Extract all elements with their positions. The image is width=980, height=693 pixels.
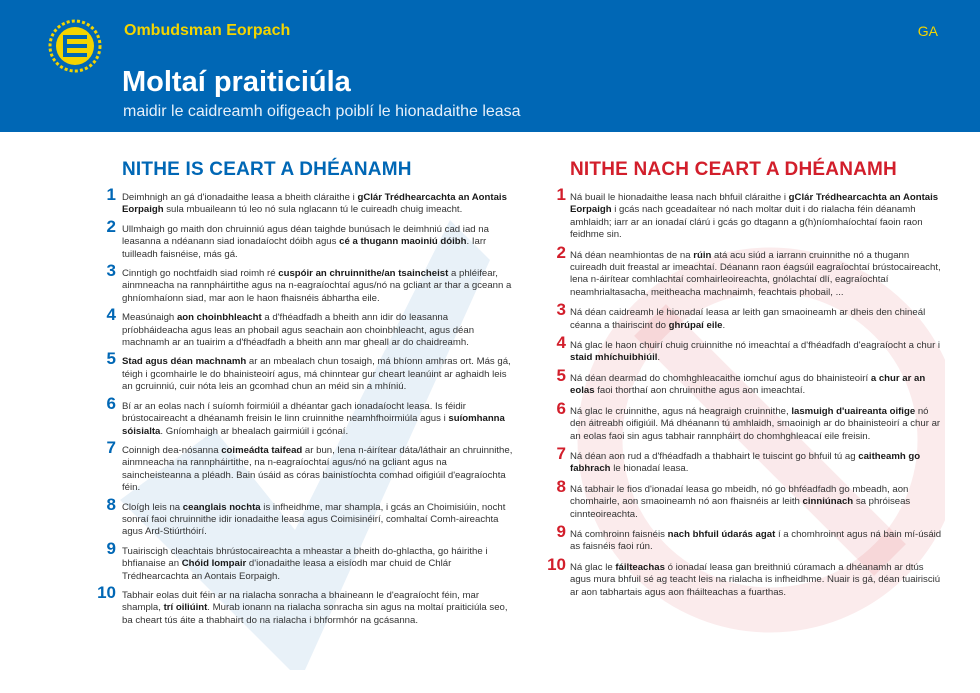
item-text-part: Ná glac le bbox=[570, 561, 616, 573]
item-text-part: Ná comhroinn faisnéis bbox=[570, 528, 668, 540]
dont-item-number: 5 bbox=[556, 365, 566, 385]
do-item-number: 5 bbox=[106, 349, 116, 369]
item-text-part: Cloígh leis na bbox=[122, 501, 183, 513]
do-item-text bbox=[122, 502, 505, 538]
dont-item-text bbox=[570, 562, 940, 598]
dont-item-text bbox=[570, 340, 940, 363]
dont-item-text bbox=[570, 529, 941, 552]
item-text-part: Ullmhaigh go maith don chruinniú agus déan taighde bunúsach le deimhniú cad iad na leasanna a ndéanann siad ionadaíocht dóibh agus bbox=[122, 223, 489, 248]
do-item-number: 7 bbox=[106, 437, 116, 457]
item-text-emphasis: cinniúnach bbox=[802, 496, 854, 508]
dont-item-number: 10 bbox=[547, 554, 566, 574]
do-item-number: 10 bbox=[97, 582, 116, 602]
dont-item-number: 7 bbox=[556, 443, 566, 463]
item-text-part: Ná glac le cruinnithe, agus ná heagraigh cruinnithe, bbox=[570, 405, 792, 417]
item-text-part: Ná glac le haon chuirí chuig cruinnithe nó imeachtaí a d'fhéadfadh d'eagraíocht a chur i bbox=[570, 340, 941, 352]
dont-item bbox=[540, 398, 945, 443]
dont-item bbox=[540, 554, 945, 599]
dont-item bbox=[540, 443, 945, 476]
page-title: Moltaí praiticiúla bbox=[122, 66, 351, 98]
do-item-number: 6 bbox=[106, 393, 116, 413]
item-text-emphasis: staid mhíchuibhiúil bbox=[570, 352, 658, 364]
item-text-part: Ná déan neamhiontas de na bbox=[570, 249, 694, 261]
do-item-number: 3 bbox=[106, 261, 116, 281]
do-item-number: 1 bbox=[106, 185, 116, 204]
do-item bbox=[90, 185, 515, 217]
item-text-emphasis: fáilteachas bbox=[615, 561, 665, 573]
do-heading: NITHE IS CEART A DHÉANAMH bbox=[122, 159, 412, 180]
item-text-part: Ná tabhair le fios d'ionadaí leasa go mbeidh, nó go bhféadfadh go mbeadh, aon chomhairle, aon smaoineamh nó aon fhaisnéis ar leith bbox=[570, 483, 909, 508]
dont-item-number: 2 bbox=[556, 242, 566, 262]
dont-item-number: 3 bbox=[556, 300, 566, 320]
dont-item-number: 6 bbox=[556, 398, 566, 418]
item-text-emphasis: ghrúpaí eile bbox=[668, 319, 723, 331]
dont-item-text bbox=[570, 451, 920, 474]
item-text-emphasis: trí oiliúint bbox=[163, 602, 208, 614]
item-text-emphasis: cé a thugann maoiniú dóibh bbox=[339, 236, 467, 248]
item-text-part: Ná déan aon rud a d'fhéadfadh a thabhairt le tuiscint go bhfuil tú ag bbox=[570, 450, 859, 462]
item-text-emphasis: nach bhfuil údarás agat bbox=[667, 528, 776, 540]
item-text-part: faoi thorthaí aon chruinnithe agus aon imeachtaí. bbox=[594, 385, 806, 397]
item-text-part: ar an mbealach chun tosaigh, má bhíonn amhras ort. Más gá, téigh i gcomhairle le do bhainisteoirí agus, má chinntear gur cheart leanúint ar aghaidh leis an gcruinniú, cuir nóta leis an gcomhad chun an méid sin a mhíniú. bbox=[122, 356, 511, 393]
item-text-part: sa phróiseas cinnteoireachta. bbox=[570, 496, 911, 520]
item-text-emphasis: gClár Trédhearcachta an Aontais Eorpaigh bbox=[570, 192, 939, 216]
item-text-part: ó ionadaí leasa gan breithniú cúramach a dhéanamh ar dtús agus mura bhfuil sé ag teacht leis na rialacha is infheidhme. Nuair is gá, déan tuairisciú ar aon tabhartais agus aon fháilteachas a fuarthas. bbox=[570, 561, 941, 598]
item-text-emphasis: ceanglais nochta bbox=[182, 501, 261, 513]
item-text-emphasis: rúin bbox=[693, 249, 712, 261]
item-text-part: . Gníomhaigh ar bhealach gairmiúil i gcónaí. bbox=[160, 425, 349, 437]
do-list bbox=[90, 185, 515, 627]
item-text-part: Bí ar an eolas nach í suíomh foirmiúil a dhéantar gach ionadaíocht leasa. Is féidir brústocaireacht a dhéanamh freisin le linn cruinnithe neamhfhoirmiúla agus i bbox=[122, 400, 466, 425]
item-text-part: sula mbuaileann tú leo nó sula nglacann tú le cuireadh chuig imeacht. bbox=[163, 204, 463, 216]
item-text-part: atá acu siúd a iarrann cruinnithe nó a thugann cuireadh duit freastal ar imeachtaí. Déanann raon éagsúil eagraíochtaí brústocaireacht, lena n-áirítear comhlachtaí comhairleoireachta, gnólachtaí dlí, eagraíochtaí neamhrialtasacha, meitheacha machnaimh, feachtais phobail, ... bbox=[570, 249, 941, 298]
do-column bbox=[90, 159, 515, 634]
item-text-part: Ná déan caidreamh le hionadaí leasa ar leith gan smaoineamh ar dheis den chineál céanna a thairiscint do bbox=[570, 307, 926, 331]
do-item-text bbox=[122, 268, 511, 304]
dont-item-number: 8 bbox=[556, 476, 566, 496]
dont-item bbox=[540, 476, 945, 521]
item-text-part: Measúnaigh bbox=[122, 312, 177, 324]
dont-item-text bbox=[570, 484, 910, 520]
do-item-number: 4 bbox=[106, 305, 116, 325]
item-text-part: Coinnigh dea-nósanna bbox=[122, 444, 222, 456]
item-text-part: Ná déan dearmad do chomhghleacaithe iomchuí agus do bhainisteoirí bbox=[570, 372, 871, 384]
page-subtitle: maidir le caidreamh oifigeach poiblí le hionadaithe leasa bbox=[123, 103, 521, 120]
dont-item-text bbox=[570, 192, 938, 240]
do-item-number: 9 bbox=[106, 538, 116, 558]
item-text-emphasis: gClár Trédhearcachta an Aontais Eorpaigh bbox=[122, 192, 507, 216]
do-item bbox=[90, 582, 515, 627]
do-item-text bbox=[122, 590, 508, 626]
language-code: GA bbox=[917, 23, 938, 39]
item-text-part: . bbox=[722, 319, 726, 331]
dont-item-number: 1 bbox=[556, 185, 566, 204]
dont-item-text bbox=[570, 307, 925, 330]
item-text-part: . Iarr tuilleadh faisnéise, más gá. bbox=[122, 236, 487, 260]
dont-item bbox=[540, 521, 945, 554]
item-text-part: . Murab ionann na rialacha sonracha sin agus na moltaí praiticiúla seo, ba cheart tús áite a thabhairt do na rialacha i bhformhór na gcásanna. bbox=[122, 602, 508, 626]
do-item-text bbox=[122, 224, 489, 260]
do-item bbox=[90, 305, 515, 349]
dont-item-text bbox=[570, 406, 940, 442]
dont-item bbox=[540, 242, 945, 300]
item-text-part: is infheidhme, mar shampla, i gcás an Choimisiúin, nocht sonraí faoi chruinnithe idir ionadaithe leasa agus Coimisinéirí, comhaltaí Comh-aireachta agus Ard-Stiúrthóirí. bbox=[122, 501, 506, 538]
dont-item bbox=[540, 300, 945, 332]
item-text-emphasis: aon choinbhleacht bbox=[176, 312, 262, 324]
do-item-number: 2 bbox=[106, 216, 116, 236]
item-text-part: ar bun, lena n-áirítear dáta/láthair an chruinnithe, ainmneacha na rannpháirtithe, na n-eagraíochtaí agus/nó na gcliant agus na saincheisteanna a pléadh. Bain úsáid as córas bainistíochta comhad oifigiúil d'eagraíochta féin. bbox=[122, 444, 513, 494]
item-text-part: Tabhair eolas duit féin ar na rialacha sonracha a bhaineann le d'eagraíocht féin, mar shampla, bbox=[122, 589, 480, 614]
do-item bbox=[90, 538, 515, 583]
do-item-text bbox=[122, 312, 474, 348]
item-text-emphasis: Chóid Iompair bbox=[181, 558, 247, 570]
item-text-part: í a chomhroinnt agus ná bain mí-úsáid as faisnéis faoi rún. bbox=[570, 528, 942, 553]
do-item-text bbox=[122, 401, 505, 437]
do-item-text bbox=[122, 546, 487, 582]
item-text-part: a phléifear, ainmneacha na rannpháirtithe agus na n-eagraíochtaí agus/nó na gcliant ar thar a gceann a ghníomhaíonn siad, mar aon le haon fhaisnéis ábhartha eile. bbox=[122, 268, 512, 304]
item-text-emphasis: cuspóir an chruinnithe/an tsaincheist bbox=[278, 268, 449, 280]
do-item bbox=[90, 393, 515, 438]
item-text-part: Cinntigh go nochtfaidh siad roimh ré bbox=[122, 268, 279, 280]
do-item-text bbox=[122, 445, 512, 493]
do-item bbox=[90, 261, 515, 305]
item-text-part: a d'fhéadfadh a bheith ann idir do leasanna príobháideacha agus leas an phobail agus seachain aon choinbhleacht, agus déan machnamh ar an tuairim a d'fhéadfadh a bheith ann mar gheall ar do chaidreamh. bbox=[122, 312, 475, 349]
item-text-emphasis: suíomhanna sóisialta bbox=[122, 413, 505, 437]
dont-column bbox=[540, 159, 945, 607]
do-item bbox=[90, 437, 515, 495]
item-text-part: le hionadaí leasa. bbox=[610, 463, 689, 475]
do-item-number: 8 bbox=[106, 494, 116, 514]
dont-item bbox=[540, 333, 945, 365]
dont-item-number: 9 bbox=[556, 521, 566, 541]
do-item bbox=[90, 349, 515, 393]
dont-item-number: 4 bbox=[556, 333, 566, 353]
item-text-emphasis: lasmuigh d'uaireanta oifige bbox=[791, 405, 916, 417]
item-text-part: Tuairiscigh cleachtais bhrústocaireachta a mheastar a bheith do-ghlactha, go háirithe i bhfianaise an bbox=[122, 545, 488, 570]
item-text-part: . bbox=[657, 352, 661, 364]
item-text-part: nó den áitreabh oifigiúil. Má dhéanann tú amhlaidh, smaoinigh ar do bhainisteoirí a chur ar an eolas faoi sin agus tabhair rannpháirt do chomhghleacaí eile freisin. bbox=[570, 405, 941, 442]
item-text-emphasis: Stad agus déan machnamh bbox=[122, 356, 247, 368]
item-text-part: Deimhnigh an gá d'ionadaithe leasa a bheith cláraithe i bbox=[122, 192, 358, 203]
dont-item-text bbox=[570, 373, 925, 396]
item-text-part: Ná buail le hionadaithe leasa nach bhfuil cláraithe i bbox=[570, 192, 789, 203]
do-item-text bbox=[122, 192, 507, 215]
dont-item-text bbox=[570, 250, 941, 298]
item-text-emphasis: a chur ar an eolas bbox=[570, 372, 926, 397]
do-item bbox=[90, 494, 515, 539]
item-text-part: d'ionadaithe leasa a eisíodh mar chuid de Chlár Trédhearcachta an Aontais Eorpaigh. bbox=[122, 558, 452, 582]
do-item bbox=[90, 216, 515, 261]
organization-name: Ombudsman Eorpach bbox=[124, 22, 291, 39]
header-banner bbox=[0, 0, 980, 132]
item-text-emphasis: coimeádta taifead bbox=[221, 444, 303, 456]
ombudsman-logo-icon bbox=[48, 19, 102, 73]
dont-item bbox=[540, 185, 945, 242]
item-text-emphasis: caitheamh go fabhrach bbox=[570, 450, 921, 475]
dont-heading: NITHE NACH CEART A DHÉANAMH bbox=[570, 159, 897, 180]
dont-item bbox=[540, 365, 945, 398]
dont-list bbox=[540, 185, 945, 599]
item-text-part: i gcás nach gceadaítear nó nach moltar duit i do rialacha féin déanamh amhlaidh; iarr ar an ionadaí clárú i gcás go dtagann a g(h)níomhaíochtaí faoin raon feidhme sin. bbox=[570, 204, 923, 241]
do-item-text bbox=[122, 356, 511, 392]
